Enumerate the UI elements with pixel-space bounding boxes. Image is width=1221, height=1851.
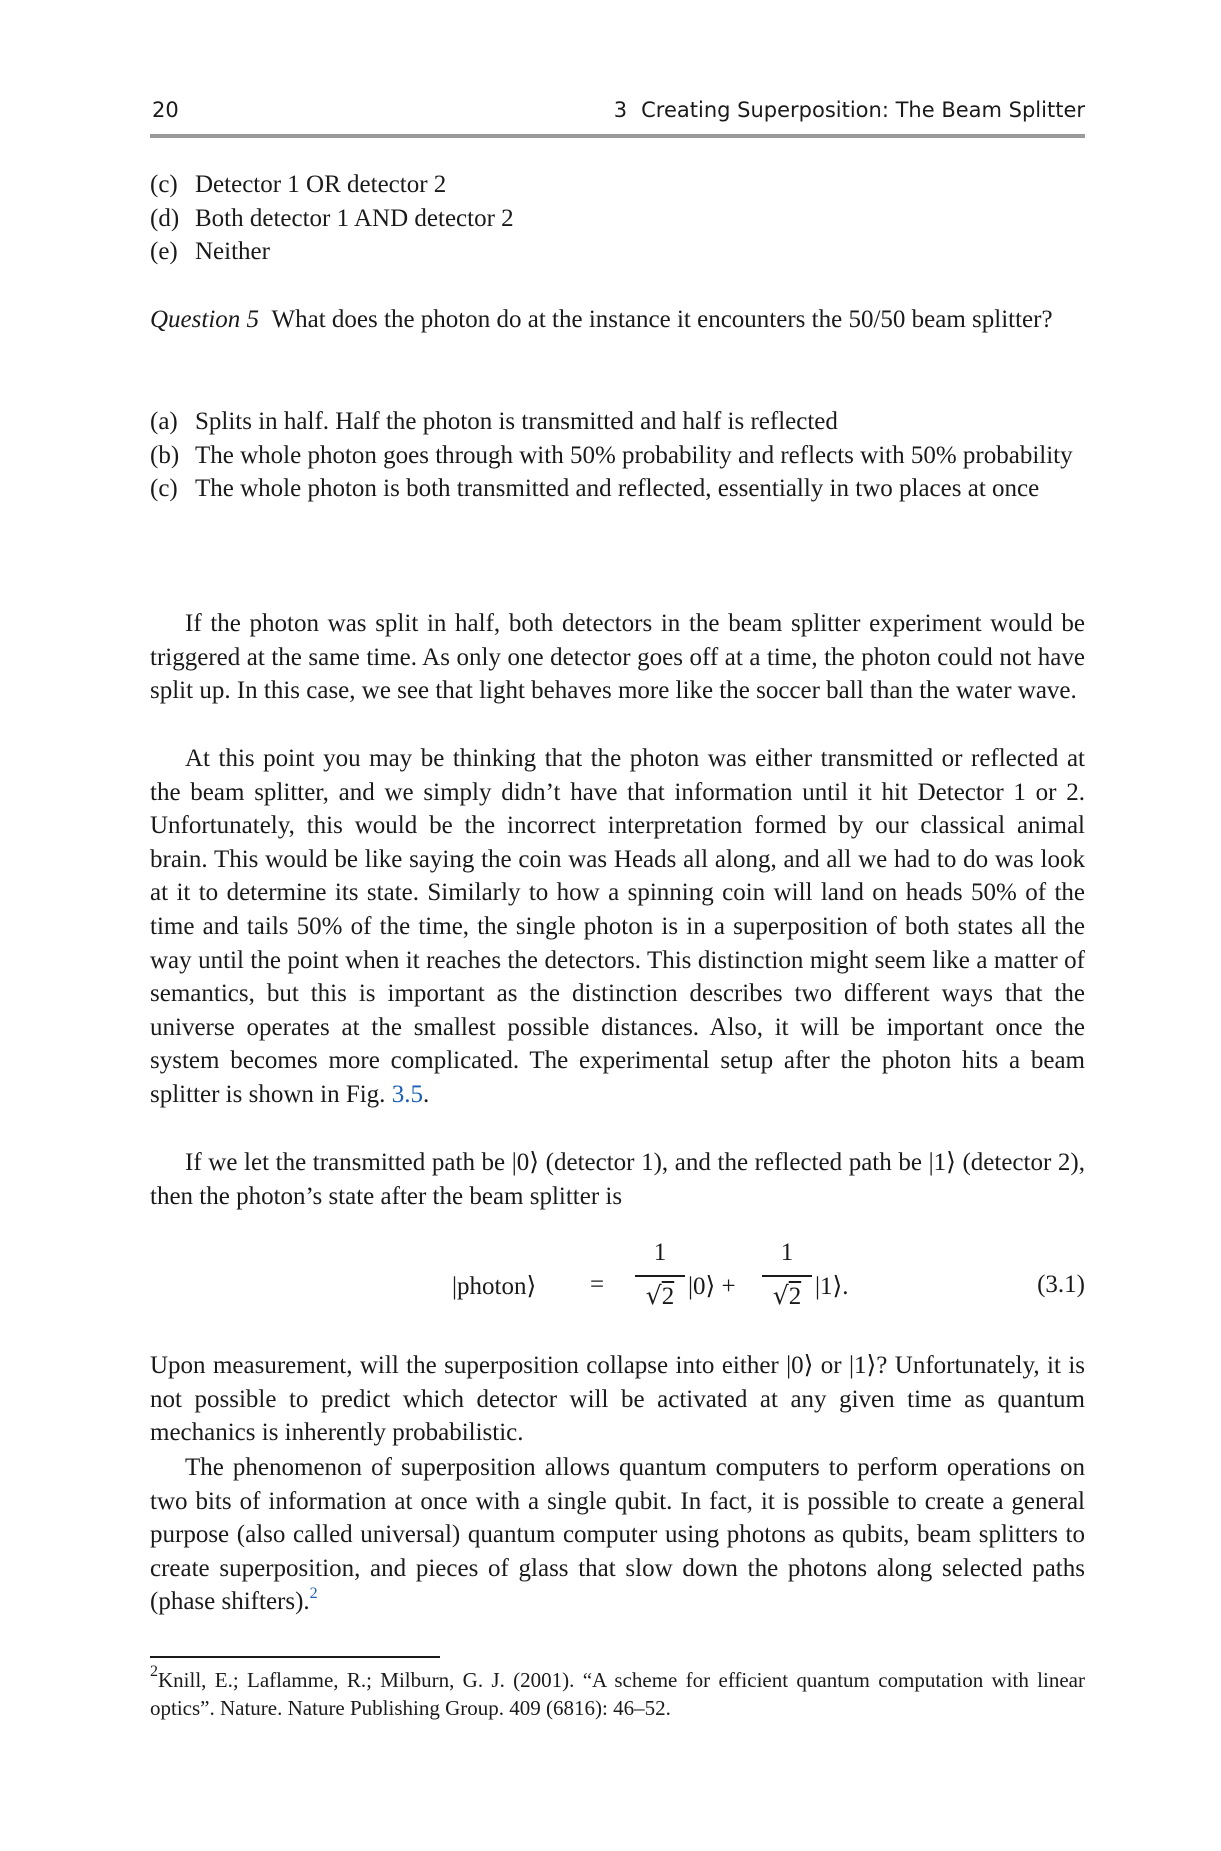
equals-sign: =: [590, 1271, 605, 1298]
option-text: The whole photon is both transmitted and reflected, essentially in two places at once: [195, 475, 1040, 503]
footnote-ref-link[interactable]: 2: [309, 1585, 318, 1603]
footnote-text: Knill, E.; Laflamme, R.; Milburn, G. J. (2001). “A scheme for efficient quantum computation with linear optics”. Nature. Nature Publishing Group. 409 (6816): 46–52.: [150, 1668, 1085, 1720]
option-item: [150, 168, 1085, 202]
page-number: 20: [152, 98, 179, 122]
question5-options: [150, 405, 1085, 506]
question4-options: [150, 168, 1085, 269]
option-item: [150, 472, 1085, 506]
ket-1-term: |1⟩.: [815, 1273, 849, 1300]
option-item: [150, 202, 1085, 236]
chapter-heading: [614, 98, 1085, 122]
equation-number: (3.1): [1037, 1271, 1085, 1298]
paragraph-2-end: .: [422, 1080, 430, 1108]
fraction-bar: [762, 1275, 812, 1277]
radical-sign: √: [645, 1281, 662, 1310]
paragraph-2: [150, 742, 1085, 1112]
option-text: Splits in half. Half the photon is transmitted and half is reflected: [195, 408, 838, 435]
footnote-rule: [150, 1656, 440, 1658]
radicand: 2: [661, 1283, 675, 1310]
fraction-bar: [635, 1275, 685, 1277]
option-label: (c): [150, 475, 178, 503]
option-item: [150, 235, 1085, 269]
option-item: [150, 405, 1085, 439]
option-text: Neither: [195, 238, 270, 266]
paragraph-5-text: The phenomenon of superposition allows quantum computers to perform operations on two bits of information at once with a single qubit. In fact, it is possible to create a general purpose (also called universal) quantum computer using photons as qubits, beam splitters to create superposition, and pieces of glass that slow down the photons along selected paths (phase shifters).: [150, 1454, 1085, 1616]
option-text: Both detector 1 AND detector 2: [195, 204, 514, 232]
footnote: [150, 1663, 1085, 1722]
chapter-number: 3: [613, 98, 628, 122]
option-label: (c): [150, 171, 178, 198]
option-label: (a): [150, 408, 178, 435]
option-label: (e): [150, 238, 178, 266]
paragraph-2-text: At this point you may be thinking that the photon was either transmitted or reflected at the beam splitter, and we simply didn’t have that information until it hit Detector 1 or 2. Unfortunately, this would be the incorrect interpretation formed by our classical animal brain. This would be like saying the coin was Heads all along, and all we had to do was look at it to determine its state. Similarly to how a spinning coin will land on heads 50% of the time and tails 50% of the time, the single photon is in a superposition of both states all the way until the point when it reaches the detectors. This distinction might seem like a matter of semantics, but this is important as the distinction describes two different ways that the universe operates at the smallest possible distances. Also, it will be important once the system becomes more complicated. The experimental setup after the photon hits a beam splitter is shown in Fig.: [150, 745, 1085, 1108]
figure-ref-link[interactable]: 3.5: [391, 1080, 423, 1108]
fraction-2: [762, 1239, 812, 1311]
running-header: [150, 98, 1085, 128]
option-label: (d): [150, 204, 180, 232]
fraction-denominator: [635, 1281, 685, 1311]
footnote-marker: 2: [150, 1663, 158, 1680]
option-item: [150, 439, 1085, 473]
question5: [150, 303, 1085, 337]
equation-3-1: [150, 1235, 1085, 1345]
paragraph-3: If we let the transmitted path be |0⟩ (detector 1), and the reflected path be |1⟩ (detector 2), then the photon’s state after the beam splitter is: [150, 1149, 1085, 1210]
fraction-denominator: [762, 1281, 812, 1311]
paragraph-5: [150, 1451, 1085, 1619]
option-text: The whole photon goes through with 50% probability and reflects with 50% probability: [195, 441, 1073, 469]
header-rule: [150, 134, 1085, 138]
page: [150, 0, 1085, 1851]
question-label: Question 5: [150, 306, 260, 333]
option-label: (b): [150, 441, 180, 469]
ket-0-term: |0⟩ +: [688, 1273, 736, 1300]
radicand: 2: [788, 1283, 802, 1310]
chapter-title: Creating Superposition: The Beam Splitter: [641, 98, 1085, 122]
fraction-numerator: 1: [653, 1239, 667, 1266]
paragraph-4: Upon measurement, will the superposition collapse into either |0⟩ or |1⟩? Unfortunately, it is not possible to predict which detector will be activated at any given time as quantum mechanics is inherently probabilistic.: [150, 1352, 1085, 1447]
question-text: What does the photon do at the instance it encounters the 50/50 beam splitter?: [271, 306, 1053, 333]
radical-sign: √: [772, 1281, 789, 1310]
fraction-1: [635, 1239, 685, 1311]
option-text: Detector 1 OR detector 2: [195, 171, 447, 198]
paragraph-1: If the photon was split in half, both detectors in the beam splitter experiment would be triggered at the same time. As only one detector goes off at a time, the photon could not have split up. In this case, we see that light behaves more like the soccer ball than the water wave.: [150, 610, 1085, 705]
equation-lhs: |photon⟩: [452, 1273, 537, 1300]
fraction-numerator: 1: [780, 1239, 794, 1266]
